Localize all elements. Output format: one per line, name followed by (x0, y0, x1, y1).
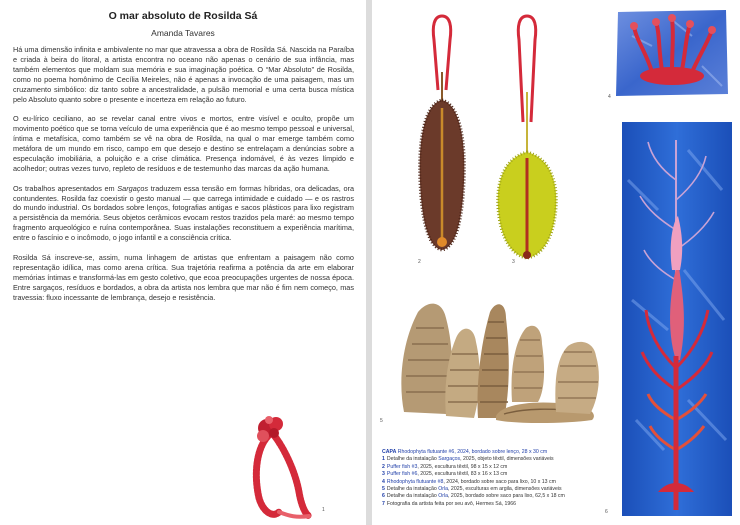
left-page (0, 0, 366, 525)
figure-2-number: 2 (418, 259, 421, 265)
figure-6-number: 6 (605, 509, 608, 515)
article-body (13, 45, 354, 312)
caption-suffix: , 2025, escultura têxtil, 98 x 15 x 12 cm (417, 463, 508, 470)
caption-item (382, 471, 622, 478)
caption-prefix: Detalhe da instalação (386, 456, 439, 463)
caption-suffix: , 2024, bordado sobre saco para lixo, 10 x 13 cm (443, 478, 556, 485)
paragraph-3-start: Os trabalhos apresentados em (13, 183, 118, 193)
figure-1-red-textile-object (243, 412, 323, 522)
article-author: Amanda Tavares (151, 28, 215, 38)
sargacos-italic: Sargaços (117, 183, 149, 193)
caption-number: 1 (382, 456, 385, 463)
figure-captions (382, 449, 622, 508)
caption-capa-label: CAPA (382, 449, 397, 455)
caption-item (382, 456, 622, 463)
caption-capa (382, 449, 622, 456)
caption-capa-rest: , 2024, bordado sobre lenço, 28 x 30 cm (454, 449, 548, 455)
caption-number: 7 (382, 500, 385, 507)
figure-1-number: 1 (322, 507, 325, 513)
caption-number: 3 (382, 471, 385, 478)
caption-suffix: , 2025, objeto têxtil, dimensões variáveis (460, 456, 554, 463)
figure-4-embroidery-on-bag (612, 6, 732, 98)
paragraph-3-rest: traduzem essa tensão em formas híbridas, ora delicadas, ora contundentes. Rosilda faz coexistir o gesto manual — que carrega intimidade e cuidado — e os rastros do mundo industrial. Os bordados sobre lenços, fotografias antigas e sacos plásticos para lixo registram a persistência da memória. Seus objetos cerâmicos evocam restos trazidos pela maré: ao mesmo tempo fragmento arqueológico e ruína contemporânea. Suas instalações reconstituem a experiência marítima, entre o fascínio e o incômodo, o jogo infantil e a consciência crítica. (13, 183, 355, 243)
caption-title: Orla (438, 486, 449, 493)
paragraph-2: O eu-lírico ceciliano, ao se revelar canal entre vivos e mortos, entre visível e oculto, propõe um movimento poético que se torna veículo de uma experiência que é ao mesmo tempo pessoal e universal, íntima e metafísica, como também se vê na obra de Rosilda, na qual o mar emerge também como metáfora de um mundo em risco, campo em que desejo e destino se entrelaçam a denúncias sobre a especulação imobiliária, a poluição e a crise climática. Presença indomável, é às vezes límpido e acolhedor; outras vezes turvo, repleto de resíduos e de testemunho das marcas da ação humana. (13, 114, 354, 173)
caption-item (382, 464, 622, 471)
caption-prefix: Detalhe da instalação (386, 493, 439, 500)
article-title: O mar absoluto de Rosilda Sá (108, 10, 258, 22)
caption-item (382, 486, 622, 493)
figure-5-clay-sculptures (384, 292, 612, 424)
figure-3-yellow-puffer-fish (492, 12, 562, 262)
caption-title: Orla (438, 493, 449, 500)
caption-list (382, 456, 622, 508)
caption-capa-title: Rhodophyta flutuante #6 (397, 449, 455, 455)
caption-prefix: Fotografia da artista feita por seu avô, Hermes Sá, 1966 (386, 500, 517, 507)
paragraph-3 (13, 184, 354, 243)
caption-number: 4 (382, 478, 385, 485)
caption-number: 6 (382, 493, 385, 500)
caption-suffix: , 2025, esculturas em argila, dimensões variáveis (448, 486, 562, 493)
figure-3-number: 3 (512, 259, 515, 265)
figure-2-brown-puffer-fish (412, 12, 472, 262)
caption-suffix: , 2025, bordado sobre saco para lixo, 62,5 x 18 cm (448, 493, 565, 500)
figure-6-tall-embroidery (618, 120, 736, 518)
caption-title: Puffer fish #3 (386, 463, 418, 470)
caption-number: 2 (382, 463, 385, 470)
paragraph-1: Há uma dimensão infinita e ambivalente no mar que atravessa a obra de Rosilda Sá. Nascida na Paraíba e criada à beira do litoral, a artista encontra no oceano não apenas o cenário de sua infância, mas também elementos que moldam sua memória e sua imaginação poética. O “Mar Absoluto” de Rosilda, como no poema homônimo de Cecília Meireles, não é apenas a invocação de uma paisagem, mas um cruzamento simbólico: diz tanto sobre a ancestralidade, a pulsão memorial e uma certa busca mística pelo Absoluto quanto sobre o presente e incerteza em relação ao futuro. (13, 45, 354, 104)
caption-number: 5 (382, 486, 385, 493)
caption-title: Puffer fish #6 (386, 471, 418, 478)
caption-title: Sargaços (438, 456, 461, 463)
caption-item (382, 479, 622, 486)
figure-4-number: 4 (608, 94, 611, 100)
caption-title: Rhodophyta flutuante #8 (386, 478, 444, 485)
caption-prefix: Detalhe da instalação (386, 486, 439, 493)
caption-item (382, 501, 622, 508)
caption-suffix: , 2025, escultura têxtil, 83 x 16 x 13 cm (417, 471, 508, 478)
caption-item (382, 493, 622, 500)
paragraph-4: Rosilda Sá inscreve-se, assim, numa linhagem de artistas que enfrentam a paisagem não como representação idílica, mas como arena crítica. Sua trajetória reafirma a potência da arte em elaborar memórias íntimas e transformá-las em gesto coletivo, que ecoa preocupações urgentes de nossa época. Entre sargaços, resíduos e bordados, a obra da artista nos lembra que mar não é fim nem começo, mas travessia: fluxo incessante de lembrança, desejo e resistência. (13, 252, 354, 302)
figure-5-number: 5 (380, 418, 383, 424)
right-page (372, 0, 740, 525)
